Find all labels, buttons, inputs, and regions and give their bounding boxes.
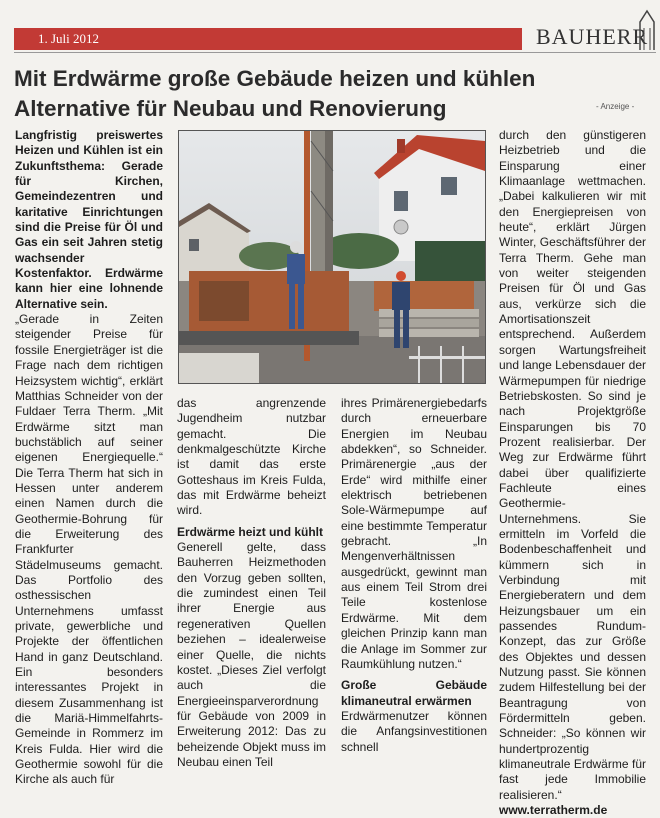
headline: Mit Erdwärme große Gebäude heizen und kühlen	[14, 66, 536, 91]
column-2-text-2: Generell gelte, dass Bauherren Heizmethoden den Vorzug geben sollten, die zumindest einen Teil ihrer Energie aus regenerativen Quellen beziehen – idealerweise einer Quelle, die nichts kostet. „Dieses Ziel verfolgt auch die Energieeinsparverordnung für Gebäude von 2009 in Erweiterung 2012: Das zu beheizende Objekt muss im Neubau einen Teil	[177, 540, 326, 769]
ad-label: - Anzeige -	[596, 102, 635, 111]
brand-logo: BAUHERR	[536, 24, 649, 49]
column-1	[15, 128, 163, 788]
header-rule	[14, 52, 656, 53]
website-link[interactable]: www.terratherm.de	[499, 803, 608, 818]
subheadline: Alternative für Neubau und Renovierung	[14, 96, 447, 121]
column-4	[499, 128, 646, 818]
column-4-text: durch den günstigeren Heizbetrieb und die Einsparung einer Klimaanlage wettmachen. „Dabei kalkulieren wir mit den Energiepreisen von heute“, erklärt Jürgen Winter, Geschäftsführer der Terra Therm. Gehe man von weiter steigenden Preisen für Öl und Gas aus, verkürze sich die Amortisationszeit entsprechend. Außerdem sorgen Wartungsfreiheit und lange Lebensdauer der Wärmepumpen für niedrige Betriebskosten. So sind je nach Projektgröße Einsparungen bis 70 Prozent realisierbar. Der Weg zur Erdwärme führt dabei über qualifizierte Fachleute eines Geothermie-Unternehmens. Sie ermitteln im Vorfeld die Bodenbeschaffenheit und kümmern sich in Verbindung mit Energieberatern und dem Heizungsbauer um ein passendes Rundum-Konzept, das zur Größe des Objektes und dessen Nutzung passt. Sie können zudem Hilfestellung bei der Beantragung von Fördermitteln geben. Schneider: „So können wir hundertprozentig klimaneutrale Erdwärme für fast jede Immobilie realisieren.“	[499, 128, 646, 802]
column-3-text: ihres Primärenergiebedarfs durch erneuerbare Energien im Neubau abdekken“, so Schneider. Primärenergie „aus der Erde“ wird mithilfe einer elektrisch betriebenen Sole-Wärmepumpe auf eine bestimmte Temperatur gebracht. „In Mengenverhältnissen ausgedrückt, gewinnt man aus einem Teil Strom drei Teile kostenlose Erdwärme. Mit dem gleichen Prinzip kann man die Anlage im Sommer zur Raumkühlung nutzen.“	[341, 396, 487, 671]
column-2-subhead: Erdwärme heizt und kühlt	[177, 524, 324, 539]
column-2	[177, 396, 326, 770]
column-3-text-2: Erdwärmenutzer können die Anfangsinvestitionen schnell	[341, 708, 487, 754]
article-lead: Langfristig preiswertes Heizen und Kühlen ist ein Zukunftsthema: Gerade für Kirchen, Gemeindezentren und karitative Einrichtungen sind die Preise für Öl und Gas ein seit Jahren stetig wachsender Kostenfaktor. Erdwärme kann hier eine lohnende Alternative sein.	[15, 128, 163, 311]
drilling-photo	[178, 130, 486, 384]
column-1-text: „Gerade in Zeiten steigender Preise für fossile Energieträger ist die Frage nach dem richtigen Heizsystem wichtig“, erklärt Matthias Schneider von der Fuldaer Terra Therm. „Mit Erdwärme sitzt man buchstäblich auf seiner eigenen Energiequelle.“ Die Terra Therm hat sich in Hessen unter anderem einen Namen durch die Geothermie-Bohrung für die Erweiterung des Frankfurter Städelmuseums gemacht. Das Portfolio des osthessischen Unternehmens umfasst private, gewerbliche und Projekte der öffentlichen Hand in ganz Deutschland. Ein besonders interessantes Projekt in diesem Zusammenhang ist die Mariä-Himmelfahrts-Gemeinde in Rommerz im Kreis Fulda. Hier wird die Geothermie sowohl für die Kirche als auch für	[15, 312, 163, 787]
date-bar: 1. Juli 2012	[14, 28, 522, 50]
house-logo-icon	[638, 8, 656, 52]
column-3-subhead: Große Gebäude klimaneutral erwärmen	[341, 678, 487, 708]
column-3	[341, 396, 487, 755]
column-2-text: das angrenzende Jugendheim nutzbar gemacht. Die denkmalgeschützte Kirche ist damit das erste Gotteshaus im Kreis Fulda, das mit Erdwärme beheizt wird.	[177, 396, 326, 518]
